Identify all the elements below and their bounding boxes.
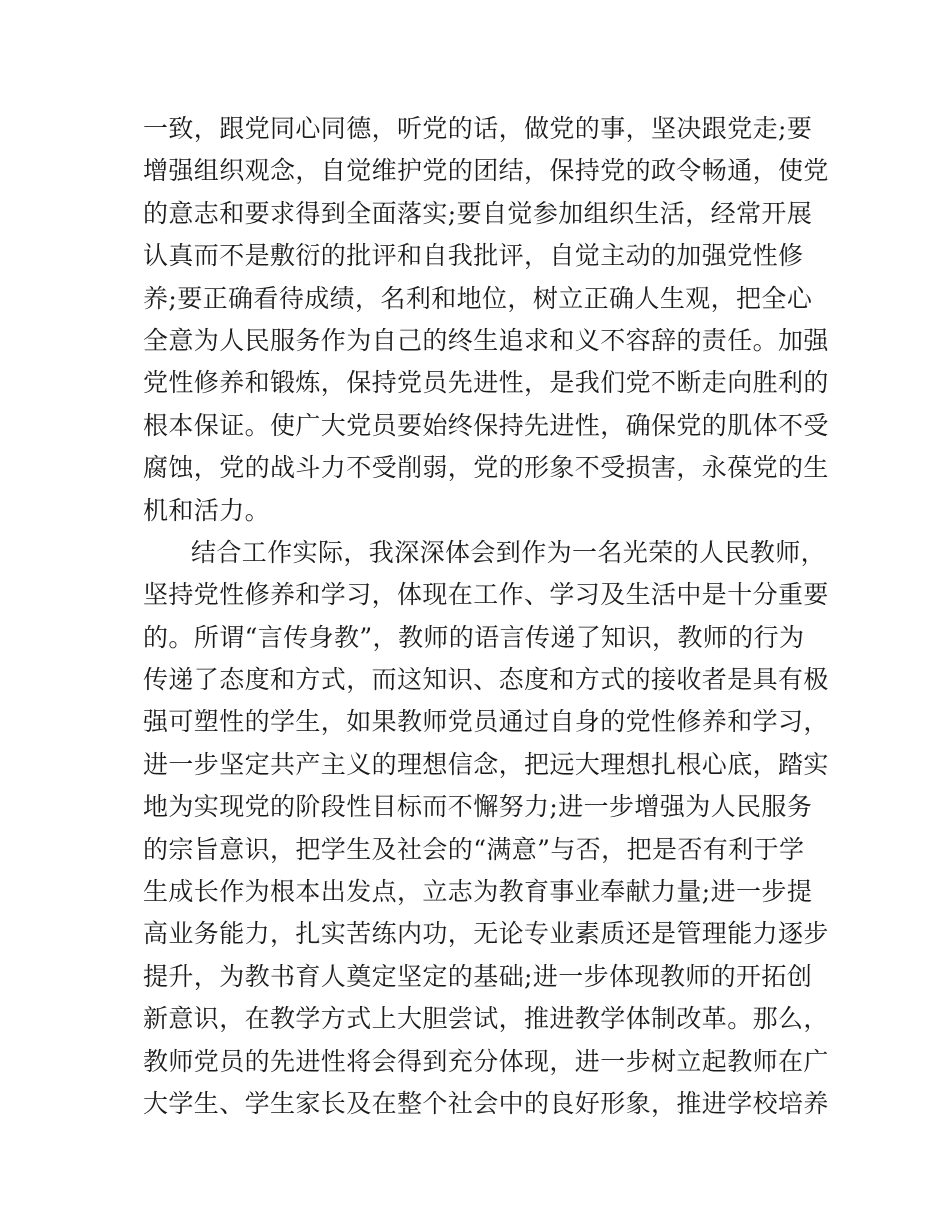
- text-line: 一致，跟党同心同德，听党的话，做党的事，坚决跟党走;要: [143, 114, 813, 143]
- text-line: 结合工作实际，我深深体会到作为一名光荣的人民教师，: [191, 537, 827, 567]
- text-line: 增强组织观念，自觉维护党的团结，保持党的政令畅通，使党: [143, 156, 829, 186]
- text-line: 高业务能力，扎实苦练内功，无论专业素质还是管理能力逐步: [143, 919, 829, 949]
- text-line: 新意识，在教学方式上大胆尝试，推进教学体制改革。那么，: [143, 1004, 829, 1034]
- text-line: 强可塑性的学生，如果教师党员通过自身的党性修养和学习，: [143, 707, 829, 737]
- text-line: 提升，为教书育人奠定坚定的基础;进一步体现教师的开拓创: [143, 961, 813, 991]
- text-line: 认真而不是敷衍的批评和自我批评，自觉主动的加强党性修: [143, 241, 804, 271]
- text-line: 大学生、学生家长及在整个社会中的良好形象，推进学校培养: [143, 1088, 829, 1118]
- text-line: 的意志和要求得到全面落实;要自觉参加组织生活，经常开展: [143, 198, 813, 228]
- text-line: 全意为人民服务作为自己的终生追求和义不容辞的责任。加强: [143, 325, 829, 355]
- paragraph-1: [143, 108, 829, 532]
- text-line: 坚持党性修养和学习，体现在工作、学习及生活中是十分重要: [143, 580, 829, 610]
- text-line: 的。所谓“言传身教”，教师的语言传递了知识，教师的行为: [143, 622, 805, 652]
- text-line: 教师党员的先进性将会得到充分体现，进一步树立起教师在广: [143, 1046, 829, 1076]
- text-line: 养;要正确看待成绩，名利和地位，树立正确人生观，把全心: [143, 283, 813, 313]
- paragraph-2: [143, 532, 829, 1125]
- text-line: 的宗旨意识，把学生及社会的“满意”与否，把是否有利于学: [143, 834, 805, 864]
- document-body: [143, 108, 829, 1125]
- text-line: 党性修养和锻炼，保持党员先进性，是我们党不断走向胜利的: [143, 368, 829, 398]
- text-line: 机和活力。: [143, 495, 271, 525]
- text-line: 传递了态度和方式，而这知识、态度和方式的接收者是具有极: [143, 665, 829, 695]
- text-line: 地为实现党的阶段性目标而不懈努力;进一步增强为人民服务: [143, 792, 813, 822]
- text-line: 生成长作为根本出发点，立志为教育事业奉献力量;进一步提: [143, 877, 813, 907]
- text-line: 进一步坚定共产主义的理想信念，把远大理想扎根心底，踏实: [143, 749, 829, 779]
- text-line: 腐蚀，党的战斗力不受削弱，党的形象不受损害，永葆党的生: [143, 453, 829, 483]
- text-line: 根本保证。使广大党员要始终保持先进性，确保党的肌体不受: [143, 410, 829, 440]
